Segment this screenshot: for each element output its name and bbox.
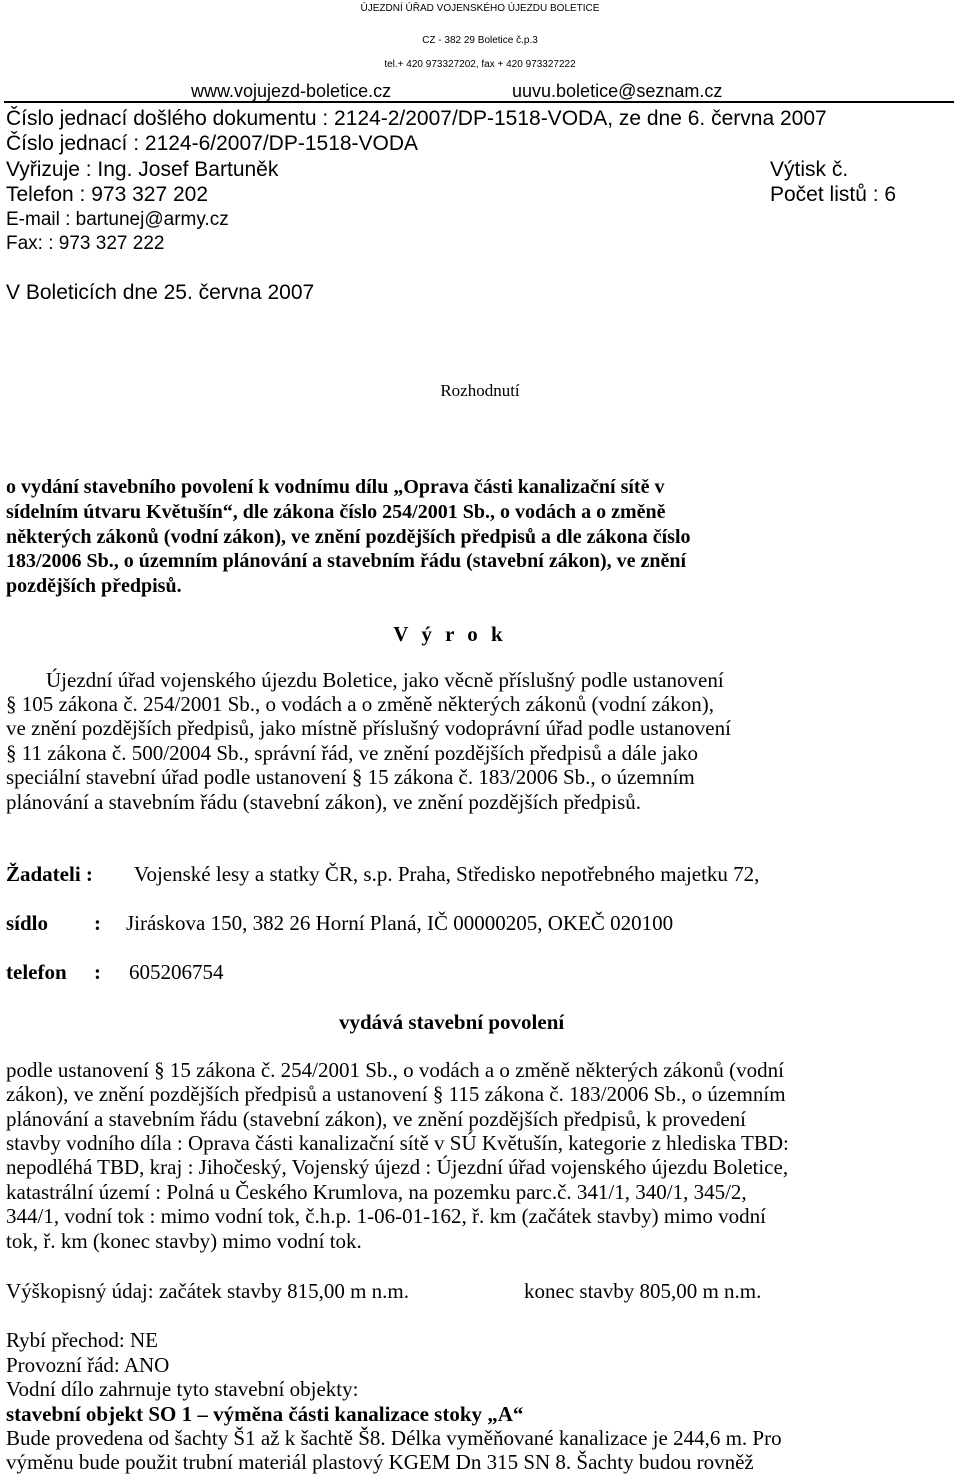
grant-line: stavby vodního díla : Oprava části kanalizační sítě v SÚ Květušín, kategorie z hlediska TBD: bbox=[6, 1131, 789, 1155]
verdict-line: speciální stavební úřad podle ustanovení § 15 zákona č. 183/2006 Sb., o územním bbox=[6, 765, 695, 789]
grant-line: katastrální území : Polná u Českého Krumlova, na pozemku parc.č. 341/1, 340/1, 345/2, bbox=[6, 1180, 747, 1204]
grant-line: nepodléhá TBD, kraj : Jihočeský, Vojenský újezd : Újezdní úřad vojenského újezdu Boletice, bbox=[6, 1155, 789, 1179]
operating-rules: Provozní řád: ANO bbox=[6, 1353, 170, 1377]
seat-colon: : bbox=[94, 911, 101, 935]
phone-value: 605206754 bbox=[129, 960, 224, 984]
office-address: CZ - 382 29 Boletice č.p.3 bbox=[422, 35, 538, 46]
applicant-label: Žadateli : bbox=[6, 862, 93, 886]
object-description-line: výměnu bude použit trubní materiál plastový KGEM Dn 315 SN 8. Šachty budou rovněž bbox=[6, 1450, 754, 1474]
subject-line: některých zákonů (vodní zákon), ve znění pozdějších předpisů a dle zákona číslo bbox=[6, 526, 691, 548]
grant-line: zákon), ve znění pozdějších předpisů a ustanovení § 115 zákona č. 183/2006 Sb., o územním bbox=[6, 1082, 786, 1106]
subject-line bbox=[6, 477, 926, 497]
object-so1: stavební objekt SO 1 – výměna části kanalizace stoky „A“ bbox=[6, 1402, 524, 1426]
verdict-line: Újezdní úřad vojenského újezdu Boletice, jako věcně příslušný podle ustanovení bbox=[46, 668, 724, 692]
subject-line: 183/2006 Sb., o územním plánování a stavebním řádu (stavební zákon), ve znění bbox=[6, 550, 687, 572]
objects-intro: Vodní dílo zahrnuje tyto stavební objekty: bbox=[6, 1377, 359, 1401]
applicant-value: Vojenské lesy a statky ČR, s.p. Praha, Středisko nepotřebného majetku 72, bbox=[134, 862, 760, 886]
sheet-count: Počet listů : 6 bbox=[770, 183, 897, 206]
grant-line: tok, ř. km (konec stavby) mimo vodní tok. bbox=[6, 1229, 362, 1253]
phone: Telefon : 973 327 202 bbox=[6, 183, 209, 206]
verdict-line: plánování a stavebním řádu (stavební zákon), ve znění pozdějších předpisů. bbox=[6, 790, 642, 814]
header-divider bbox=[4, 101, 954, 103]
document-title: Rozhodnutí bbox=[440, 381, 520, 400]
office-email: uuvu.boletice@seznam.cz bbox=[512, 81, 723, 101]
office-web: www.vojujezd-boletice.cz bbox=[191, 81, 392, 101]
fish-pass: Rybí přechod: NE bbox=[6, 1328, 158, 1352]
subject-line: sídelním útvaru Květušín“, dle zákona číslo 254/2001 Sb., o vodách a o změně bbox=[6, 501, 666, 523]
seat-label: sídlo bbox=[6, 911, 49, 935]
office-phone-fax: tel.+ 420 973327202, fax + 420 973327222 bbox=[384, 59, 576, 70]
fax: Fax: : 973 327 222 bbox=[6, 233, 165, 254]
copy-number: Výtisk č. bbox=[770, 158, 849, 181]
elevation-end: konec stavby 805,00 m n.m. bbox=[524, 1279, 762, 1303]
grant-line: plánování a stavebním řádu (stavební zákon), ve znění pozdějších předpisů, k provedení bbox=[6, 1107, 747, 1131]
elevation-start: Výškopisný údaj: začátek stavby 815,00 m n.m. bbox=[6, 1279, 410, 1303]
office-name: ÚJEZDNÍ ÚŘAD VOJENSKÉHO ÚJEZDU BOLETICE bbox=[360, 3, 600, 14]
handled-by: Vyřizuje : Ing. Josef Bartuněk bbox=[6, 158, 279, 181]
verdict-heading: V ý r o k bbox=[393, 622, 507, 646]
verdict-line: § 105 zákona č. 254/2001 Sb., o vodách a o změně některých zákonů (vodní zákon), bbox=[6, 692, 714, 716]
grant-heading: vydává stavební povolení bbox=[339, 1010, 565, 1034]
seat-value: Jiráskova 150, 382 26 Horní Planá, IČ 00000205, OKEČ 020100 bbox=[126, 911, 674, 935]
phone-label: telefon bbox=[6, 960, 67, 984]
phone-colon: : bbox=[94, 960, 101, 984]
reference-number: Číslo jednací : 2124-6/2007/DP-1518-VODA bbox=[6, 132, 419, 155]
incoming-reference: Číslo jednací došlého dokumentu : 2124-2/2007/DP-1518-VODA, ze dne 6. června 2007 bbox=[6, 107, 827, 130]
grant-line: podle ustanovení § 15 zákona č. 254/2001 Sb., o vodách a o změně některých zákonů (vodní bbox=[6, 1058, 784, 1082]
subject-text: o vydání stavebního povolení k vodnímu dílu „Oprava části kanalizační sítě v bbox=[6, 476, 665, 498]
issue-date: V Boleticích dne 25. června 2007 bbox=[6, 281, 315, 304]
verdict-line: § 11 zákona č. 500/2004 Sb., správní řád, ve znění pozdějších předpisů a dále jako bbox=[6, 741, 699, 765]
grant-line: 344/1, vodní tok : mimo vodní tok, č.h.p. 1-06-01-162, ř. km (začátek stavby) mimo vodní bbox=[6, 1204, 766, 1228]
subject-line: pozdějších předpisů. bbox=[6, 575, 182, 597]
verdict-line: ve znění pozdějších předpisů, jako místně příslušný vodoprávní úřad podle ustanovení bbox=[6, 716, 731, 740]
email: E-mail : bartunej@army.cz bbox=[6, 209, 229, 230]
object-description-line: Bude provedena od šachty Š1 až k šachtě Š8. Délka vyměňované kanalizace je 244,6 m. Pro bbox=[6, 1426, 782, 1450]
